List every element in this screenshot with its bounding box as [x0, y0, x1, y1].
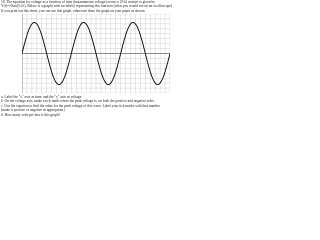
question-a: a. Label the "x" axis as time, and the "y" axis as voltage. [1, 95, 83, 99]
question-c: c. Use the equation to find the value for the peak voltage of this wave. Label your tick marks with that number [1, 103, 160, 108]
oscilloscope-graph [22, 14, 170, 93]
problem-line: 18. The equation for voltage as a function of time (instantaneous voltage) across a 25 Ω resistor is given by [1, 0, 156, 4]
problem-statement [1, 0, 199, 13]
question-b: b. On the voltage axis, make a tick mark where the peak voltage is, on both the positive and negative sides. [1, 99, 155, 104]
problem-line: V(t)=10sin(5.4 t). Below is a graph (with no labels) representing this function (what you would see on an oscilloscope). [1, 4, 173, 9]
question-d: d. How many volts per box is this graph? [1, 112, 61, 117]
question-list [1, 95, 199, 117]
sine-wave-graph [22, 14, 170, 93]
problem-line: If you print out this sheet, you can use this graph, otherwise draw the graph on your paper as shown. [1, 8, 146, 13]
question-c-continued: (make it positive or negative as appropriate.) [1, 108, 66, 113]
